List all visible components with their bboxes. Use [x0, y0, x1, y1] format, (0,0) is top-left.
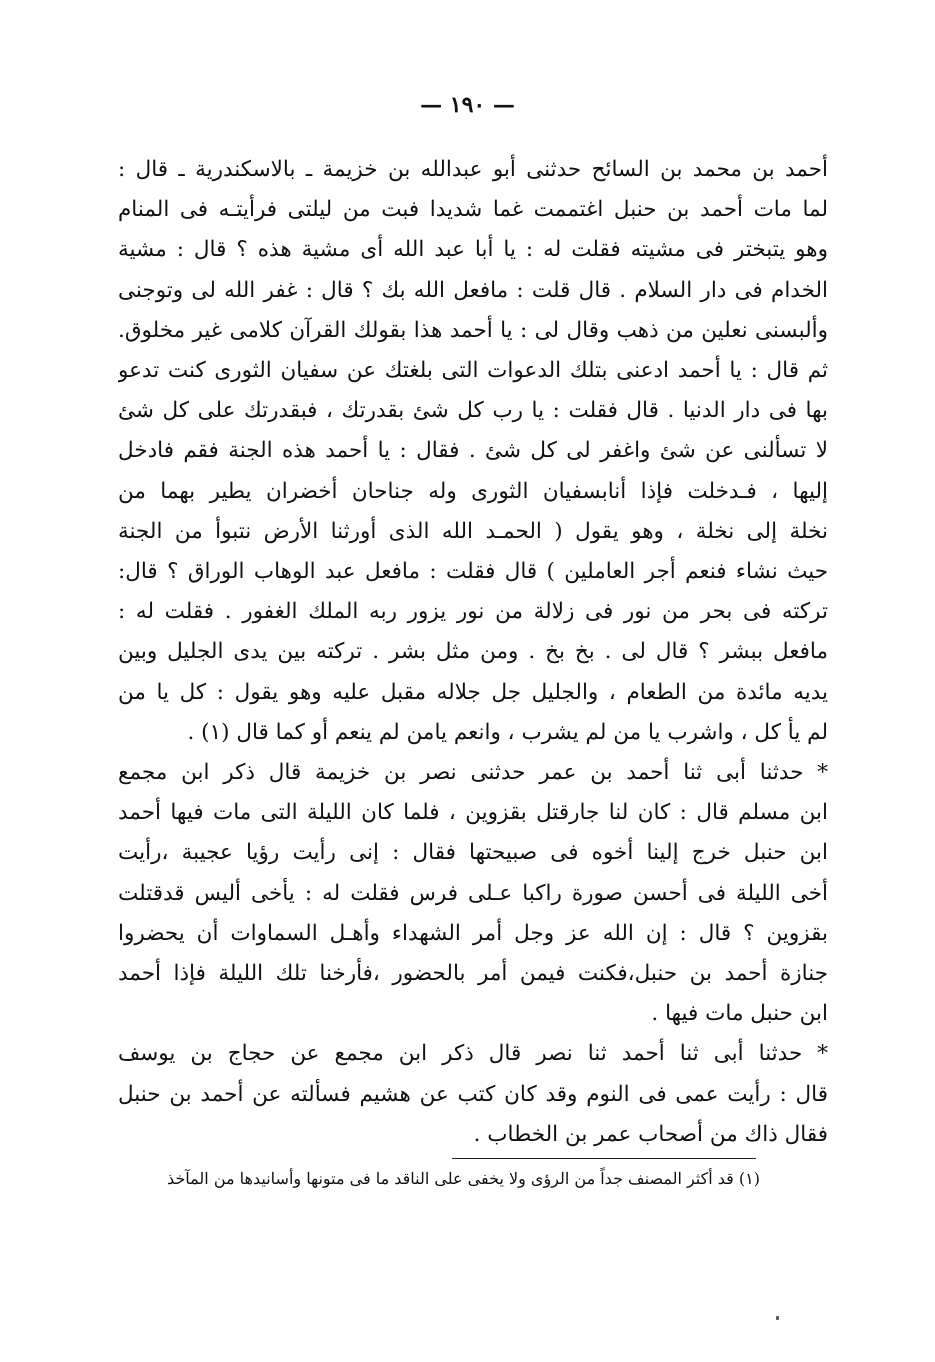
text-line: وهو يتبختر فى مشيته فقلت له : يا أبا عبد الله أى مشية هذه ؟ قال : مشية: [118, 237, 828, 263]
text-line: فقال ذاك من أصحاب عمر بن الخطاب .: [473, 1121, 828, 1147]
body-text: [118, 150, 828, 1155]
paragraph-hajjaj-uncle: [118, 1034, 828, 1155]
page-number: — ١٩٠ —: [420, 92, 515, 118]
text-line: لما مات أحمد بن حنبل اغتممت غما شديدا فبت من ليلتى فرأيتـه فى المنام: [118, 197, 828, 223]
text-line: تركته فى بحر من نور فى زلالة من نور يزور ربه الملك الغفور . فقلت له :: [118, 599, 828, 625]
text-line: قال : رأيت عمى فى النوم وقد كان كتب عن هشيم فسألته عن أحمد بن حنبل: [118, 1081, 828, 1107]
footnote-divider: [452, 1158, 756, 1159]
text-line: * حدثنا أبى ثنا أحمد بن عمر حدثنى نصر بن خزيمة قال ذكر ابن مجمع: [118, 760, 828, 786]
text-line: ابن حنبل خرج إلينا أخوه فى صبيحتها فقال : إنى رأيت رؤيا عجيبة ،رأيت: [118, 840, 828, 866]
text-line: جنازة أحمد بن حنبل،فكنت فيمن أمر بالحضور ،فأرخنا تلك الليلة فإذا أحمد: [118, 961, 828, 987]
text-line: بها فى دار الدنيا . قال فقلت : يا رب كل شئ بقدرتك ، فبقدرتك على كل شئ: [118, 398, 828, 424]
text-line: وألبسنى نعلين من ذهب وقال لى : يا أحمد هذا بقولك القرآن كلامى غير مخلوق.: [118, 317, 828, 343]
text-line: حيث نشاء فنعم أجر العاملين ) قال فقلت : مافعل عبد الوهاب الوراق ؟ قال:: [118, 559, 828, 585]
text-line: إليها ، فـدخلت فإذا أنابسفيان الثورى وله جناحان أخضران يطير بهما من: [118, 478, 828, 504]
text-line: لم يأ كل ، واشرب يا من لم يشرب ، وانعم يامن لم ينعم أو كما قال (١) .: [187, 719, 828, 745]
text-line: ابن مسلم قال : كان لنا جارقتل بقزوين ، فلما كان الليلة التى مات فيها أحمد: [118, 800, 828, 826]
text-line: بقزوين ؟ قال : إن الله عز وجل أمر الشهداء وأهـل السماوات أن يحضروا: [118, 920, 828, 946]
text-line: لا تسألنى عن شئ واغفر لى كل شئ . فقال : يا أحمد هذه الجنة فقم فادخل: [118, 438, 828, 464]
paragraph-qazwin-martyr: [118, 753, 828, 1034]
text-line: ثم قال : يا أحمد ادعنى بتلك الدعوات التى بلغتك عن سفيان الثورى كنت تدعو: [118, 358, 828, 384]
footnote: (١) قد أكثر المصنف جداً من الرؤى ولا يخفى على الناقد ما فى متونها وأسانيدها من المآخذ: [167, 1169, 760, 1188]
text-line: الخدام فى دار السلام . قال قلت : مافعل الله بك ؟ قال : غفر الله لى وتوجنى: [118, 277, 828, 303]
text-line: مافعل ببشر ؟ قال لى . بخ بخ . ومن مثل بشر . تركته بين يدى الجليل وبين: [118, 639, 828, 665]
text-line: أحمد بن محمد بن السائح حدثنى أبو عبدالله بن خزيمة ـ بالاسكندرية ـ قال :: [118, 157, 828, 182]
text-line: * حدثنا أبى ثنا أحمد ثنا نصر قال ذكر ابن مجمع عن حجاج بن يوسف: [118, 1041, 828, 1067]
text-line: أخى الليلة فى أحسن صورة راكبا عـلى فرس فقلت له : يأخى أليس قدقتلت: [118, 880, 828, 906]
text-line: نخلة إلى نخلة ، وهو يقول ( الحمـد الله الذى أورثنا الأرض نتبوأ من الجنة: [118, 518, 828, 544]
print-speck: [776, 1316, 779, 1320]
text-line: يديه مائدة من الطعام ، والجليل جل جلاله مقبل عليه وهو يقول : كل يا من: [118, 679, 828, 705]
paragraph-dream-of-ahmad: [118, 150, 828, 753]
text-line: ابن حنبل مات فيها .: [651, 1001, 828, 1027]
